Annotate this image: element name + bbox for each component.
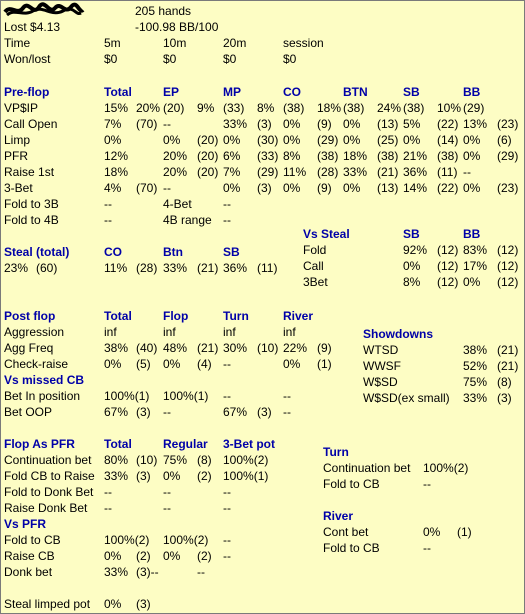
four-bet-value: --	[223, 197, 231, 211]
preflop-row-0-total: 15%	[104, 101, 129, 115]
vs-pfr-donk-bet-3bet: --	[197, 565, 205, 579]
turn-fold-to-cb-label: Fold to CB	[323, 477, 380, 491]
preflop-row-1-total: 7%	[104, 117, 122, 131]
preflop-row-5-mp-count: (3)	[257, 181, 272, 195]
flop-as-pfr-row-2-label: Fold to Donk Bet	[4, 485, 94, 499]
vs-pfr-raise-cb-label: Raise CB	[4, 549, 55, 563]
vs-steal-row-0-sb-count: (12)	[437, 243, 459, 257]
four-bet-range-label: 4B range	[163, 213, 212, 227]
preflop-row-3-ep-count: (20)	[197, 149, 219, 163]
preflop-row-2-label: Limp	[4, 133, 31, 147]
preflop-row-2-ep: 0%	[163, 133, 181, 147]
steal-col-btn: Btn	[163, 245, 183, 259]
river-title: River	[323, 509, 354, 523]
wonlost-10m: $0	[163, 52, 177, 66]
preflop-row-0-mp-count: 8%	[257, 101, 275, 115]
preflop-row-2-co-count: (29)	[317, 133, 339, 147]
preflop-row-1-bb: 13%	[463, 117, 488, 131]
preflop-row-3-sb-count: (38)	[437, 149, 459, 163]
flop-as-pfr-row-3-regular: --	[163, 501, 171, 515]
preflop-row-0-ep: (20)	[163, 101, 185, 115]
preflop-row-3-btn: 18%	[343, 149, 368, 163]
preflop-row-3-co: 8%	[283, 149, 301, 163]
steal-limped-pot-value: 0%	[104, 597, 122, 611]
flop-as-pfr-row-0-total: 80%	[104, 453, 129, 467]
hands-count: 205 hands	[135, 4, 192, 18]
turn-fold-to-cb-value: --	[423, 477, 431, 491]
bet-oop-turn: 67%	[223, 405, 248, 419]
showdown-row-0-value: 38%	[463, 343, 488, 357]
preflop-col-bb: BB	[463, 85, 481, 99]
river-fold-to-cb-value: --	[423, 541, 431, 555]
preflop-row-2-bb: 0%	[463, 133, 481, 147]
flop-as-pfr-row-0-regular-count: (8)	[197, 453, 212, 467]
preflop-row-1-sb-count: (22)	[437, 117, 459, 131]
preflop-row-3-mp: 6%	[223, 149, 241, 163]
postflop-row-2-total: 0%	[104, 357, 122, 371]
preflop-row-5-btn-count: (13)	[377, 181, 399, 195]
vs-steal-row-0-bb-count: (12)	[497, 243, 519, 257]
vs-steal-row-2-label: 3Bet	[303, 275, 328, 289]
flop-as-pfr-row-1-total-count: (3)	[136, 469, 151, 483]
showdown-row-0-count: (21)	[497, 343, 519, 357]
vs-steal-row-2-sb-count: (12)	[437, 275, 459, 289]
bet-in-position-turn: --	[223, 389, 231, 403]
postflop-row-2-river-count: (1)	[317, 357, 332, 371]
postflop-col-turn: Turn	[223, 309, 249, 323]
vs-steal-row-0-label: Fold	[303, 243, 327, 257]
preflop-row-0-sb-count: 10%	[437, 101, 462, 115]
vs-pfr-raise-cb-3bet: --	[223, 549, 231, 563]
preflop-row-1-bb-count: (23)	[497, 117, 519, 131]
flop-as-pfr-row-3-total: --	[104, 501, 112, 515]
vs-pfr-raise-cb-total-count: (2)	[136, 549, 151, 563]
steal-sb-value: 36%	[223, 261, 248, 275]
postflop-row-1-label: Agg Freq	[4, 341, 54, 355]
preflop-row-4-sb: 36%	[403, 165, 428, 179]
vs-steal-row-2-sb: 8%	[403, 275, 421, 289]
lost-amount: Lost $4.13	[4, 20, 61, 34]
showdown-row-3-value: 33%	[463, 391, 488, 405]
preflop-row-1-btn: 0%	[343, 117, 361, 131]
steal-btn-count: (21)	[197, 261, 219, 275]
showdown-row-1-label: WWSF	[363, 359, 401, 373]
preflop-row-4-co-count: (28)	[317, 165, 339, 179]
preflop-row-3-sb: 21%	[403, 149, 428, 163]
showdown-row-1-count: (21)	[497, 359, 519, 373]
preflop-row-4-btn-count: (21)	[377, 165, 399, 179]
postflop-row-2-river: 0%	[283, 357, 301, 371]
river-cont-bet-value: 0%	[423, 525, 441, 539]
preflop-row-0-ep-count: 9%	[197, 101, 215, 115]
preflop-row-2-sb-count: (14)	[437, 133, 459, 147]
preflop-title: Pre-flop	[4, 85, 50, 99]
vs-pfr-donk-bet-label: Donk bet	[4, 565, 53, 579]
preflop-row-5-bb: 0%	[463, 181, 481, 195]
bet-in-position-total: 100%(1)	[104, 389, 150, 403]
steal-total-count: (60)	[36, 261, 58, 275]
preflop-row-3-btn-count: (38)	[377, 149, 399, 163]
fold-to-3b-value: --	[104, 197, 112, 211]
vs-steal-row-1-sb: 0%	[403, 259, 421, 273]
preflop-row-4-co: 11%	[283, 165, 307, 179]
vs-steal-row-0-bb: 83%	[463, 243, 488, 257]
preflop-row-3-label: PFR	[4, 149, 28, 163]
bet-in-position-flop: 100%(1)	[163, 389, 209, 403]
postflop-row-1-flop-count: (21)	[197, 341, 219, 355]
preflop-row-1-total-count: (70)	[136, 117, 158, 131]
preflop-row-1-ep: --	[163, 117, 171, 131]
preflop-row-1-btn-count: (13)	[377, 117, 399, 131]
turn-cbet-value: 100%(2)	[423, 461, 469, 475]
flop-as-pfr-row-0-3bet: 100%(2)	[223, 453, 269, 467]
fold-to-3b-label: Fold to 3B	[4, 197, 59, 211]
showdown-row-2-label: W$SD	[363, 375, 398, 389]
postflop-row-2-total-count: (5)	[136, 357, 151, 371]
vs-pfr-raise-cb-regular: 0%	[163, 549, 181, 563]
preflop-row-4-bb: --	[463, 165, 471, 179]
vs-pfr-donk-bet-count: (3)--	[136, 565, 159, 579]
preflop-row-1-mp-count: (3)	[257, 117, 272, 131]
flop-as-pfr-row-3-3bet: --	[223, 501, 231, 515]
preflop-row-4-label: Raise 1st	[4, 165, 55, 179]
postflop-row-1-river-count: (9)	[317, 341, 332, 355]
four-bet-label: 4-Bet	[163, 197, 192, 211]
vs-steal-col-bb: BB	[463, 227, 481, 241]
steal-limped-pot-count: (3)	[136, 597, 151, 611]
flop-as-pfr-row-2-regular: --	[163, 485, 171, 499]
preflop-row-4-mp: 7%	[223, 165, 241, 179]
preflop-row-3-total: 12%	[104, 149, 129, 163]
preflop-row-0-total-count: 20%	[136, 101, 161, 115]
preflop-row-5-mp: 0%	[223, 181, 241, 195]
showdown-row-1-value: 52%	[463, 359, 488, 373]
vs-pfr-raise-cb-total: 0%	[104, 549, 122, 563]
preflop-row-2-sb: 0%	[403, 133, 421, 147]
postflop-row-1-turn: 30%	[223, 341, 248, 355]
preflop-row-3-bb: 0%	[463, 149, 481, 163]
preflop-row-0-co-count: 18%	[317, 101, 342, 115]
preflop-row-2-co: 0%	[283, 133, 301, 147]
preflop-row-0-btn: (38)	[343, 101, 365, 115]
bet-oop-flop: --	[163, 405, 171, 419]
postflop-row-0-river: inf	[283, 325, 296, 339]
preflop-row-4-ep: 20%	[163, 165, 188, 179]
fold-to-4b-value: --	[104, 213, 112, 227]
steal-total-title: Steal (total)	[4, 245, 70, 259]
preflop-row-3-bb-count: (29)	[497, 149, 519, 163]
vs-pfr-fold-to-cb-regular: 100%(2)	[163, 533, 209, 547]
river-fold-to-cb-label: Fold to CB	[323, 541, 380, 555]
preflop-row-5-sb: 14%	[403, 181, 428, 195]
flop-as-pfr-row-2-3bet: --	[223, 485, 231, 499]
preflop-row-5-co: 0%	[283, 181, 301, 195]
turn-cbet-label: Continuation bet	[323, 461, 411, 475]
time-5m: 5m	[104, 36, 121, 50]
vs-steal-row-1-sb-count: (12)	[437, 259, 459, 273]
steal-col-sb: SB	[223, 245, 240, 259]
fold-to-4b-label: Fold to 4B	[4, 213, 59, 227]
vs-pfr-fold-to-cb-3bet: --	[223, 533, 231, 547]
preflop-row-2-btn: 0%	[343, 133, 361, 147]
preflop-row-0-bb: (29)	[463, 101, 485, 115]
preflop-col-ep: EP	[163, 85, 180, 99]
bet-in-position-river: --	[283, 389, 291, 403]
bet-oop-total: 67%	[104, 405, 129, 419]
flop-as-pfr-row-1-3bet: 100%(1)	[223, 469, 269, 483]
bet-oop-total-count: (3)	[136, 405, 151, 419]
preflop-row-5-btn: 0%	[343, 181, 361, 195]
vs-steal-row-1-label: Call	[303, 259, 324, 273]
postflop-row-1-turn-count: (10)	[257, 341, 279, 355]
flop-as-pfr-row-1-total: 33%	[104, 469, 129, 483]
preflop-row-2-mp: 0%	[223, 133, 241, 147]
preflop-row-0-label: VP$IP	[4, 101, 39, 115]
preflop-row-0-btn-count: 24%	[377, 101, 402, 115]
time-20m: 20m	[223, 36, 247, 50]
steal-co-value: 11%	[104, 261, 128, 275]
vs-pfr-raise-cb-regular-count: (2)	[197, 549, 212, 563]
postflop-row-0-label: Aggression	[4, 325, 65, 339]
preflop-row-5-co-count: (9)	[317, 181, 332, 195]
bet-oop-label: Bet OOP	[4, 405, 53, 419]
preflop-row-4-sb-count: (11)	[437, 165, 458, 179]
preflop-row-1-mp: 33%	[223, 117, 248, 131]
vs-pfr-title: Vs PFR	[4, 517, 47, 531]
flop-as-pfr-row-3-label: Raise Donk Bet	[4, 501, 88, 515]
flop-as-pfr-row-2-total: --	[104, 485, 112, 499]
vs-steal-row-1-bb: 17%	[463, 259, 488, 273]
preflop-row-2-bb-count: (6)	[497, 133, 512, 147]
time-session: session	[283, 36, 324, 50]
preflop-col-mp: MP	[223, 85, 241, 99]
flop-as-pfr-row-0-regular: 75%	[163, 453, 188, 467]
steal-sb-count: (11)	[257, 261, 278, 275]
showdowns-title: Showdowns	[363, 327, 433, 341]
postflop-row-2-flop-count: (4)	[197, 357, 212, 371]
preflop-row-1-label: Call Open	[4, 117, 58, 131]
wonlost-session: $0	[283, 52, 297, 66]
preflop-row-3-co-count: (38)	[317, 149, 339, 163]
preflop-row-2-ep-count: (20)	[197, 133, 219, 147]
flop-as-pfr-row-1-regular: 0%	[163, 469, 181, 483]
flop-as-pfr-col-regular: Regular	[163, 437, 208, 451]
time-label: Time	[4, 36, 31, 50]
preflop-row-1-sb: 5%	[403, 117, 421, 131]
bet-in-position-label: Bet In position	[4, 389, 81, 403]
preflop-row-2-btn-count: (25)	[377, 133, 399, 147]
preflop-row-0-co: (38)	[283, 101, 305, 115]
preflop-row-4-ep-count: (20)	[197, 165, 219, 179]
bb-per-100: -100.98 BB/100	[135, 20, 219, 34]
preflop-row-5-label: 3-Bet	[4, 181, 33, 195]
preflop-row-1-co: 0%	[283, 117, 301, 131]
preflop-col-btn: BTN	[343, 85, 368, 99]
postflop-col-flop: Flop	[163, 309, 189, 323]
vs-steal-col-sb: SB	[403, 227, 420, 241]
preflop-row-5-total: 4%	[104, 181, 122, 195]
wonlost-label: Won/lost	[4, 52, 51, 66]
postflop-row-1-total: 38%	[104, 341, 129, 355]
turn-title: Turn	[323, 445, 349, 459]
postflop-row-1-river: 22%	[283, 341, 308, 355]
preflop-row-5-ep: --	[163, 181, 171, 195]
vs-pfr-donk-bet-total: 33%	[104, 565, 129, 579]
preflop-row-5-total-count: (70)	[136, 181, 158, 195]
preflop-row-4-mp-count: (29)	[257, 165, 279, 179]
vs-steal-row-0-sb: 92%	[403, 243, 428, 257]
preflop-row-5-bb-count: (23)	[497, 181, 519, 195]
showdown-row-3-label: W$SD(ex small)	[363, 391, 450, 405]
preflop-row-2-mp-count: (30)	[257, 133, 279, 147]
time-10m: 10m	[163, 36, 187, 50]
postflop-row-1-flop: 48%	[163, 341, 188, 355]
postflop-title: Post flop	[4, 309, 56, 323]
redacted-name-scribble	[3, 2, 85, 18]
preflop-col-co: CO	[283, 85, 301, 99]
preflop-row-0-sb: (38)	[403, 101, 425, 115]
wonlost-5m: $0	[104, 52, 118, 66]
showdown-row-3-count: (3)	[497, 391, 512, 405]
river-cont-bet-count: (1)	[457, 525, 472, 539]
vs-missed-cb-title: Vs missed CB	[4, 373, 85, 387]
preflop-row-1-co-count: (9)	[317, 117, 332, 131]
vs-pfr-fold-to-cb-total: 100%(2)	[104, 533, 150, 547]
flop-as-pfr-col-total: Total	[104, 437, 132, 451]
preflop-row-3-ep: 20%	[163, 149, 188, 163]
vs-steal-row-2-bb-count: (12)	[497, 275, 519, 289]
preflop-row-4-btn: 33%	[343, 165, 368, 179]
bet-oop-turn-count: (3)	[257, 405, 272, 419]
preflop-row-2-total: 0%	[104, 133, 122, 147]
steal-total-value: 23%	[4, 261, 29, 275]
vs-steal-row-2-bb: 0%	[463, 275, 481, 289]
postflop-row-0-turn: inf	[223, 325, 236, 339]
postflop-row-0-total: inf	[104, 325, 117, 339]
vs-steal-title: Vs Steal	[303, 227, 350, 241]
preflop-row-0-mp: (33)	[223, 101, 245, 115]
postflop-row-2-turn: --	[223, 357, 231, 371]
preflop-row-4-total: 18%	[104, 165, 129, 179]
postflop-col-river: River	[283, 309, 314, 323]
preflop-col-sb: SB	[403, 85, 420, 99]
wonlost-20m: $0	[223, 52, 237, 66]
flop-as-pfr-row-1-label: Fold CB to Raise	[4, 469, 95, 483]
flop-as-pfr-row-1-regular-count: (2)	[197, 469, 212, 483]
bet-oop-river: --	[283, 405, 291, 419]
preflop-row-5-sb-count: (22)	[437, 181, 459, 195]
showdown-row-2-count: (8)	[497, 375, 512, 389]
flop-as-pfr-title: Flop As PFR	[4, 437, 75, 451]
river-cont-bet-label: Cont bet	[323, 525, 369, 539]
steal-btn-value: 33%	[163, 261, 188, 275]
showdown-row-2-value: 75%	[463, 375, 488, 389]
vs-steal-row-1-bb-count: (12)	[497, 259, 519, 273]
postflop-row-2-label: Check-raise	[4, 357, 69, 371]
preflop-row-3-mp-count: (33)	[257, 149, 279, 163]
postflop-row-2-flop: 0%	[163, 357, 181, 371]
showdown-row-0-label: WTSD	[363, 343, 399, 357]
flop-as-pfr-col-3bet: 3-Bet pot	[223, 437, 275, 451]
four-bet-range-value: --	[223, 213, 231, 227]
flop-as-pfr-row-0-total-count: (10)	[136, 453, 158, 467]
steal-limped-pot-label: Steal limped pot	[4, 597, 91, 611]
steal-col-co: CO	[104, 245, 122, 259]
postflop-row-0-flop: inf	[163, 325, 176, 339]
steal-co-count: (28)	[136, 261, 158, 275]
postflop-col-total: Total	[104, 309, 132, 323]
postflop-row-1-total-count: (40)	[136, 341, 158, 355]
flop-as-pfr-row-0-label: Continuation bet	[4, 453, 92, 467]
vs-pfr-fold-to-cb-label: Fold to CB	[4, 533, 61, 547]
preflop-col-total: Total	[104, 85, 132, 99]
